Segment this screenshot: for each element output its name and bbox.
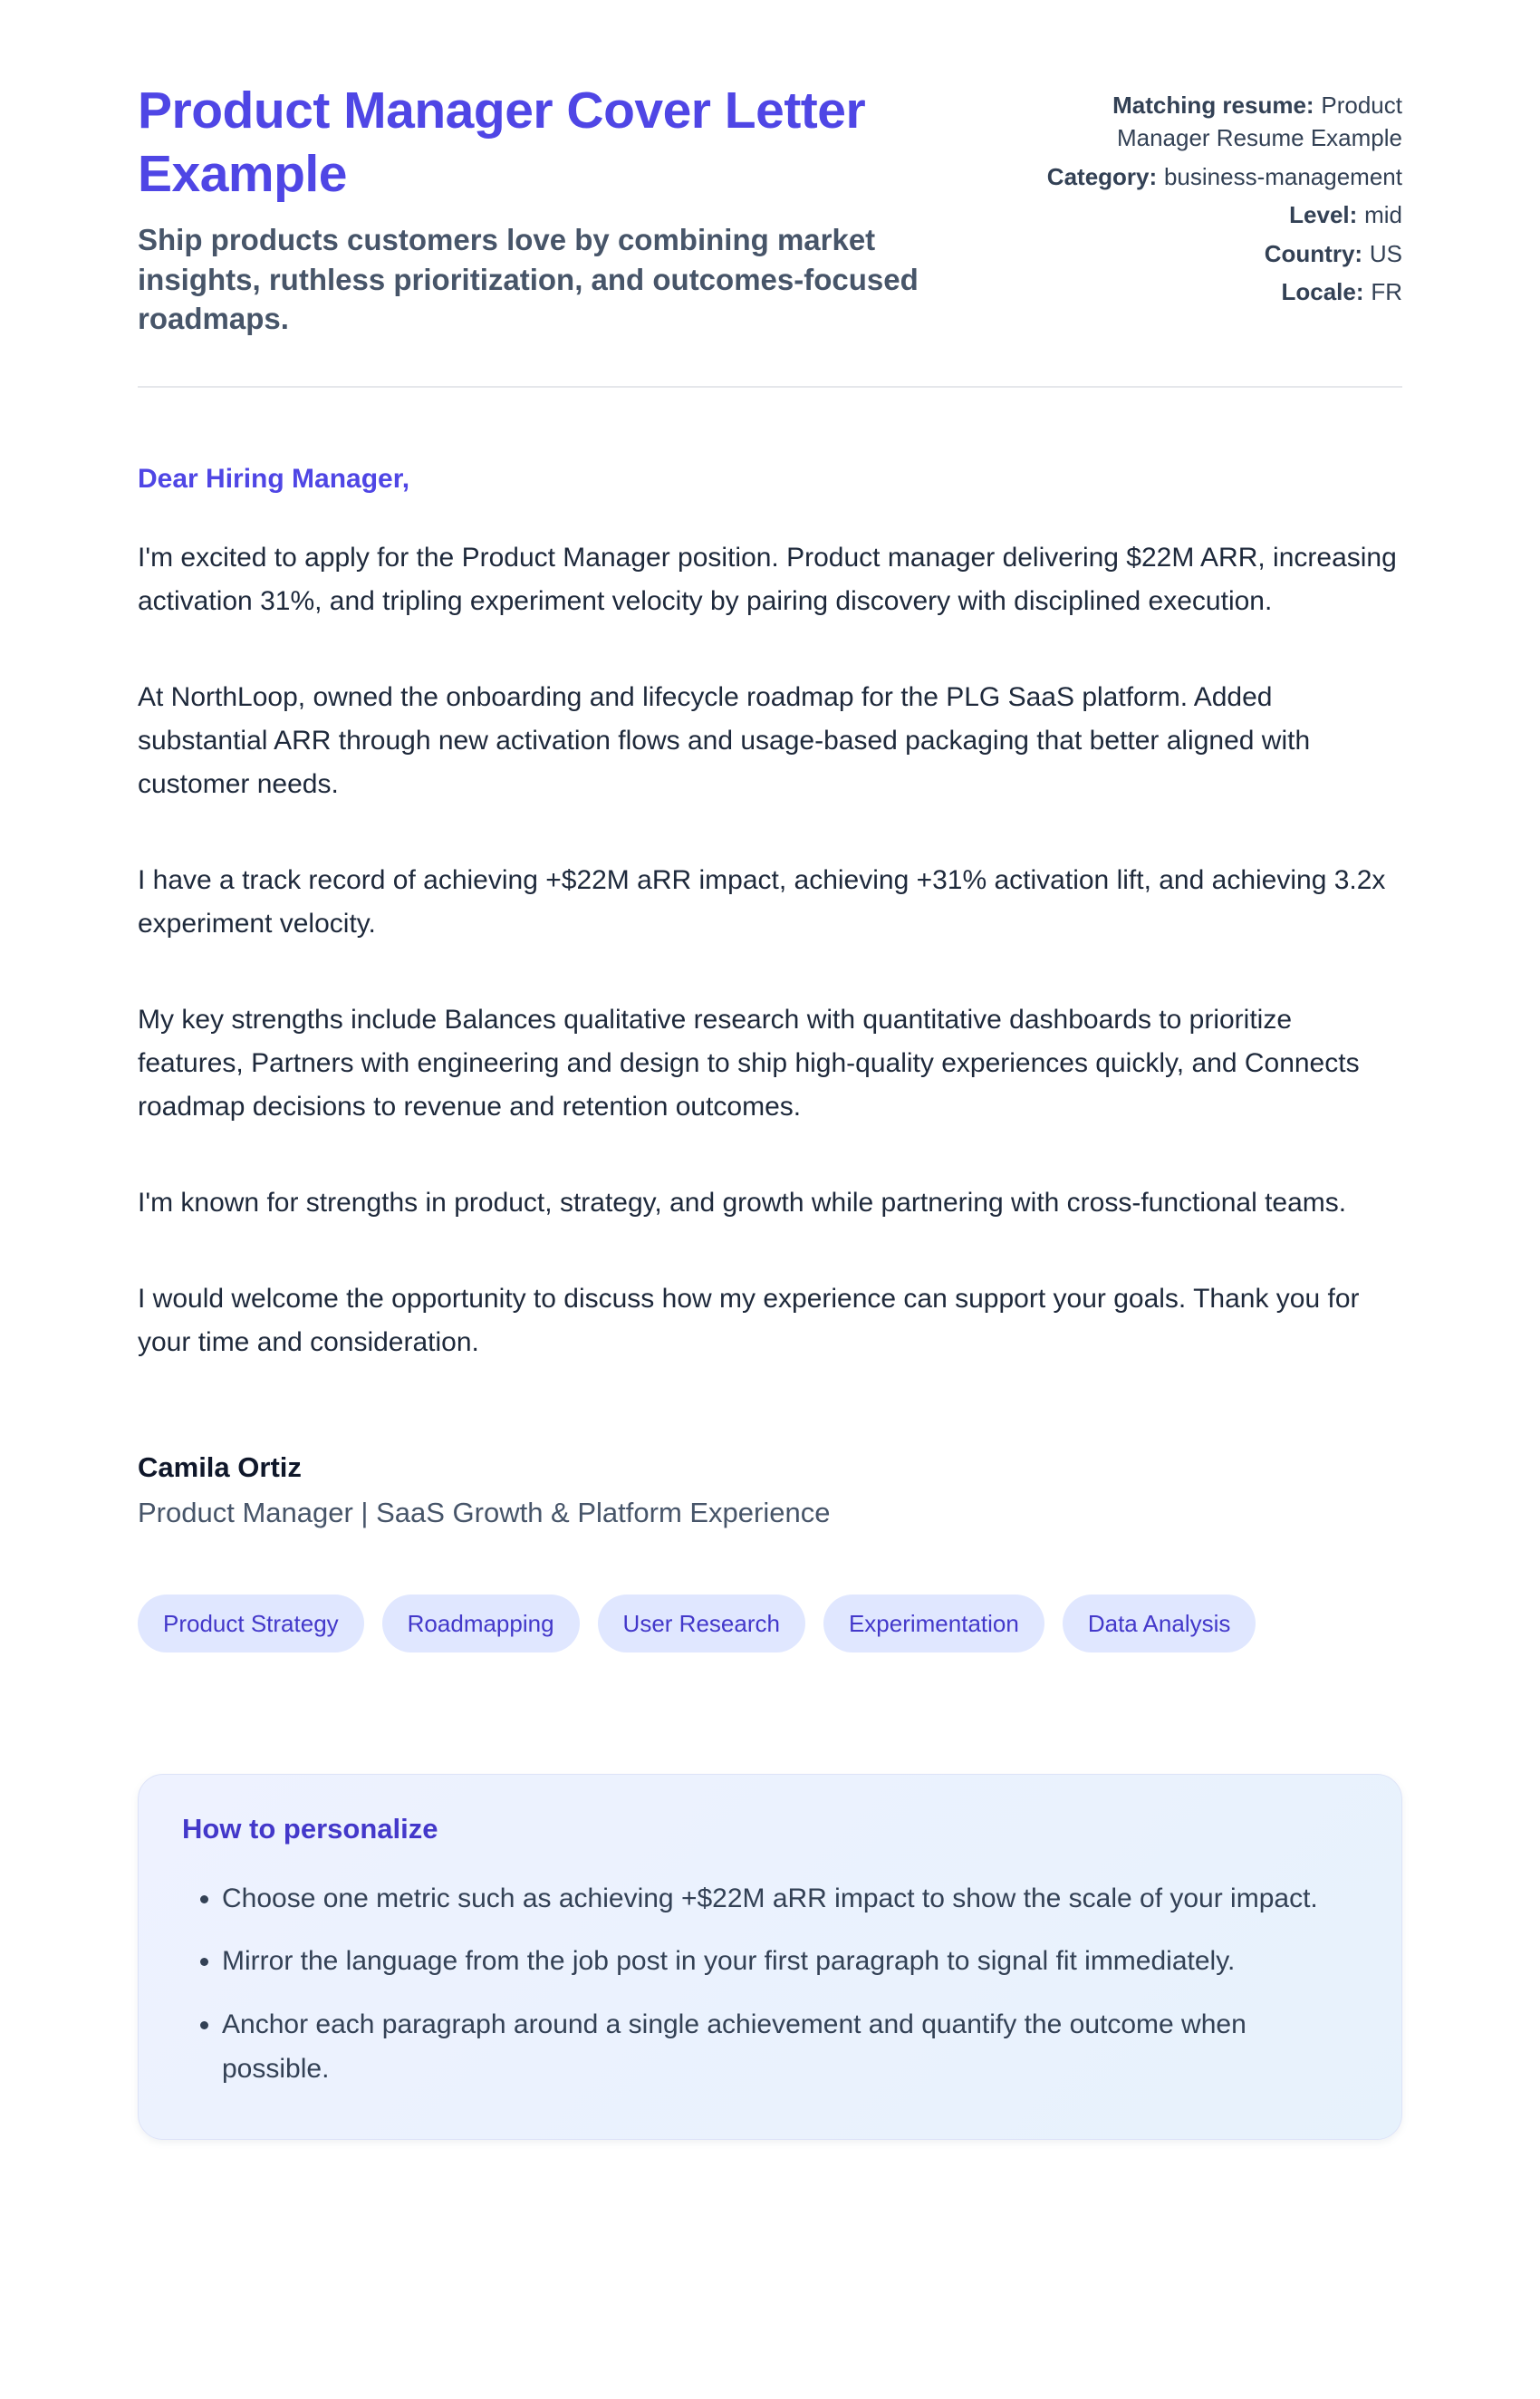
meta-category bbox=[1040, 160, 1402, 193]
personalize-tips-list bbox=[182, 1876, 1351, 2092]
header-title-block bbox=[138, 80, 1004, 339]
meta-value: business-management bbox=[1163, 162, 1402, 190]
page-title: Product Manager Cover Letter Example bbox=[138, 82, 866, 203]
tag-roadmapping: Roadmapping bbox=[382, 1595, 580, 1652]
signature-block bbox=[138, 1451, 1402, 1529]
salutation: Dear Hiring Manager, bbox=[138, 463, 410, 494]
letter-paragraph: I'm excited to apply for the Product Manager position. Product manager delivering $22M ARR, increasing activation 31%, and tripling experiment velocity by pairing discovery with disciplined execution. bbox=[138, 542, 1397, 616]
letter-body bbox=[138, 464, 1402, 1529]
meta-value: Product Manager Resume Example bbox=[1116, 92, 1402, 152]
personalize-callout bbox=[138, 1774, 1402, 2140]
letter-paragraph: I have a track record of achieving +$22M aRR impact, achieving +31% activation lift, and achieving 3.2x experiment velocity. bbox=[138, 864, 1386, 939]
meta-label: Locale: bbox=[1281, 277, 1364, 305]
meta-locale bbox=[1040, 275, 1402, 308]
letter-paragraph: I'm known for strengths in product, strategy, and growth while partnering with cross-functional teams. bbox=[138, 1187, 1347, 1218]
meta-label: Level: bbox=[1289, 201, 1358, 229]
signature-name: Camila Ortiz bbox=[138, 1450, 302, 1483]
tag-user-research: User Research bbox=[598, 1595, 805, 1652]
tag-data-analysis: Data Analysis bbox=[1063, 1595, 1256, 1652]
signature-role: Product Manager | SaaS Growth & Platform Experience bbox=[138, 1496, 831, 1528]
personalize-title: How to personalize bbox=[182, 1812, 438, 1845]
page-header bbox=[138, 80, 1402, 339]
header-divider bbox=[138, 386, 1402, 388]
meta-country bbox=[1040, 237, 1402, 270]
meta-level bbox=[1040, 198, 1402, 231]
meta-value: mid bbox=[1364, 201, 1402, 229]
meta-label: Category: bbox=[1046, 162, 1158, 190]
letter-paragraph: My key strengths include Balances qualitative research with quantitative dashboards to prioritize features, Partners with engineering and design to ship high-quality experiences quickly, and Connects roadmap decisions to revenue and retention outcomes. bbox=[138, 1004, 1360, 1122]
skill-tags bbox=[138, 1595, 1402, 1652]
tag-product-strategy: Product Strategy bbox=[138, 1595, 364, 1652]
meta-label: Matching resume: bbox=[1112, 92, 1314, 119]
meta-value: US bbox=[1369, 239, 1402, 267]
tag-experimentation: Experimentation bbox=[823, 1595, 1044, 1652]
meta-matching-resume bbox=[1040, 89, 1402, 155]
letter-paragraph: At NorthLoop, owned the onboarding and lifecycle roadmap for the PLG SaaS platform. Added substantial ARR through new activation flows and usage-based packaging that better aligned with customer needs. bbox=[138, 681, 1311, 799]
personalize-tip: • Mirror the language from the job post in your first paragraph to signal fit immediately. bbox=[222, 1939, 1351, 1984]
resume-meta-block bbox=[1040, 89, 1402, 313]
letter-paragraph: I would welcome the opportunity to discuss how my experience can support your goals. Thank you for your time and consideration. bbox=[138, 1283, 1360, 1357]
personalize-tip: • Anchor each paragraph around a single achievement and quantify the outcome when possible. bbox=[222, 2002, 1351, 2092]
meta-value: FR bbox=[1371, 277, 1402, 305]
page-subtitle: Ship products customers love by combining market insights, ruthless prioritization, and outcomes-focused roadmaps. bbox=[138, 223, 919, 336]
personalize-tip: • Choose one metric such as achieving +$22M aRR impact to show the scale of your impact. bbox=[222, 1876, 1351, 1922]
meta-label: Country: bbox=[1264, 239, 1363, 267]
